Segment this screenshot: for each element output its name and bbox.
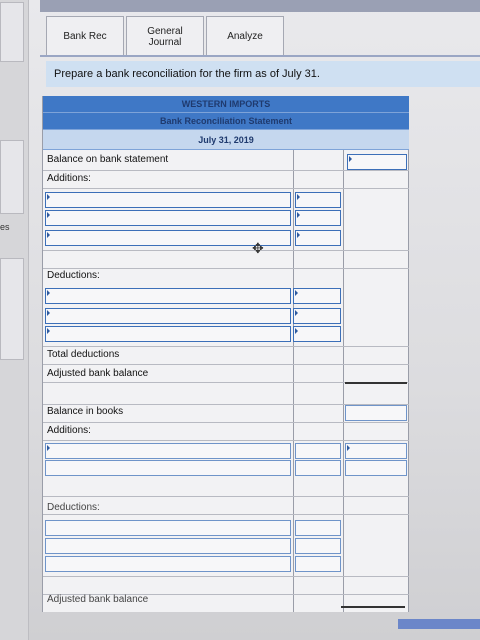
dropdown-caret-icon: [47, 232, 50, 238]
instruction-banner: [46, 61, 480, 87]
bank-addition-desc-input[interactable]: [45, 192, 291, 208]
row-divider: [43, 514, 409, 515]
dropdown-caret-icon: [47, 310, 50, 316]
dropdown-caret-icon: [47, 212, 50, 218]
row-divider: [43, 440, 409, 441]
tab-analyze[interactable]: [206, 16, 284, 56]
book-deduction-amount-input[interactable]: [295, 556, 341, 572]
row-divider: [43, 268, 409, 269]
tab-bank-rec[interactable]: [46, 16, 124, 56]
instruction-text: Prepare a bank reconciliation for the firm as of July 31.: [54, 68, 320, 80]
bottom-button-strip[interactable]: [398, 619, 480, 629]
left-gutter: [0, 0, 29, 640]
label-balance-bank-statement: Balance on bank statement: [47, 154, 169, 165]
tab-label: General Journal: [147, 25, 183, 48]
total-underline: [341, 606, 405, 608]
row-divider: [43, 422, 409, 423]
gutter-panel: [0, 2, 24, 62]
gutter-panel: [0, 140, 24, 214]
bank-addition-desc-input[interactable]: [45, 210, 291, 226]
top-bar: [40, 0, 480, 12]
row-divider: [43, 364, 409, 365]
statement-title: Bank Reconciliation Statement: [43, 113, 409, 130]
label-bank-deductions: Deductions:: [47, 270, 100, 281]
bank-addition-amount-input[interactable]: [295, 210, 341, 226]
dropdown-caret-icon: [297, 212, 300, 218]
book-deduction-desc-input[interactable]: [45, 556, 291, 572]
bank-deduction-amount-input[interactable]: [293, 288, 341, 304]
bank-addition-amount-input[interactable]: [295, 192, 341, 208]
tab-label: Bank Rec: [63, 31, 107, 42]
dropdown-caret-icon: [297, 232, 300, 238]
tab-general-journal[interactable]: [126, 16, 204, 56]
dropdown-caret-icon: [295, 290, 298, 296]
book-addition-desc-input[interactable]: [45, 460, 291, 476]
dropdown-caret-icon: [47, 194, 50, 200]
row-divider: [43, 496, 409, 497]
statement-date: July 31, 2019: [43, 130, 409, 150]
book-deduction-desc-input[interactable]: [45, 538, 291, 554]
label-adjusted-bank-balance: Adjusted bank balance: [47, 368, 149, 379]
label-book-deductions: Deductions:: [47, 502, 100, 513]
bank-deduction-amount-input[interactable]: [293, 326, 341, 342]
gutter-panel: [0, 258, 24, 360]
book-addition-total-input[interactable]: [345, 443, 407, 459]
label-bank-additions: Additions:: [47, 173, 91, 184]
row-divider: [43, 576, 409, 577]
move-cursor-icon: ✥: [252, 240, 264, 256]
total-underline: [345, 382, 407, 384]
dropdown-caret-icon: [297, 194, 300, 200]
bank-deduction-desc-input[interactable]: [45, 288, 291, 304]
book-addition-amount-input[interactable]: [295, 443, 341, 459]
reconciliation-table: [42, 96, 409, 612]
dropdown-caret-icon: [295, 328, 298, 334]
tab-strip: [40, 55, 480, 57]
book-addition-desc-input[interactable]: [45, 443, 291, 459]
row-divider: [43, 170, 409, 171]
row-divider: [43, 346, 409, 347]
bank-deduction-desc-input[interactable]: [45, 308, 291, 324]
label-book-additions: Additions:: [47, 425, 91, 436]
dropdown-caret-icon: [295, 310, 298, 316]
column-divider: [293, 150, 294, 612]
label-book-adjusted-balance: Adjusted bank balance: [47, 594, 149, 605]
dropdown-caret-icon: [47, 328, 50, 334]
book-addition-amount-input[interactable]: [295, 460, 341, 476]
book-deduction-amount-input[interactable]: [295, 520, 341, 536]
dropdown-caret-icon: [349, 156, 352, 162]
balance-bank-statement-input[interactable]: [347, 154, 407, 170]
column-divider: [408, 150, 409, 612]
label-balance-in-books: Balance in books: [47, 406, 124, 417]
bank-deduction-desc-input[interactable]: [45, 326, 291, 342]
label-total-deductions: Total deductions: [47, 349, 120, 360]
balance-in-books-input[interactable]: [345, 405, 407, 421]
book-addition-total-input[interactable]: [345, 460, 407, 476]
dropdown-caret-icon: [47, 445, 50, 451]
dropdown-caret-icon: [347, 445, 350, 451]
dropdown-caret-icon: [47, 290, 50, 296]
gutter-text: es: [0, 222, 10, 232]
company-name: WESTERN IMPORTS: [43, 96, 409, 113]
tab-label: Analyze: [227, 31, 263, 42]
column-divider: [343, 150, 344, 612]
row-divider: [43, 250, 409, 251]
book-deduction-amount-input[interactable]: [295, 538, 341, 554]
bank-addition-amount-input[interactable]: [295, 230, 341, 246]
row-divider: [43, 188, 409, 189]
book-deduction-desc-input[interactable]: [45, 520, 291, 536]
bank-deduction-amount-input[interactable]: [293, 308, 341, 324]
